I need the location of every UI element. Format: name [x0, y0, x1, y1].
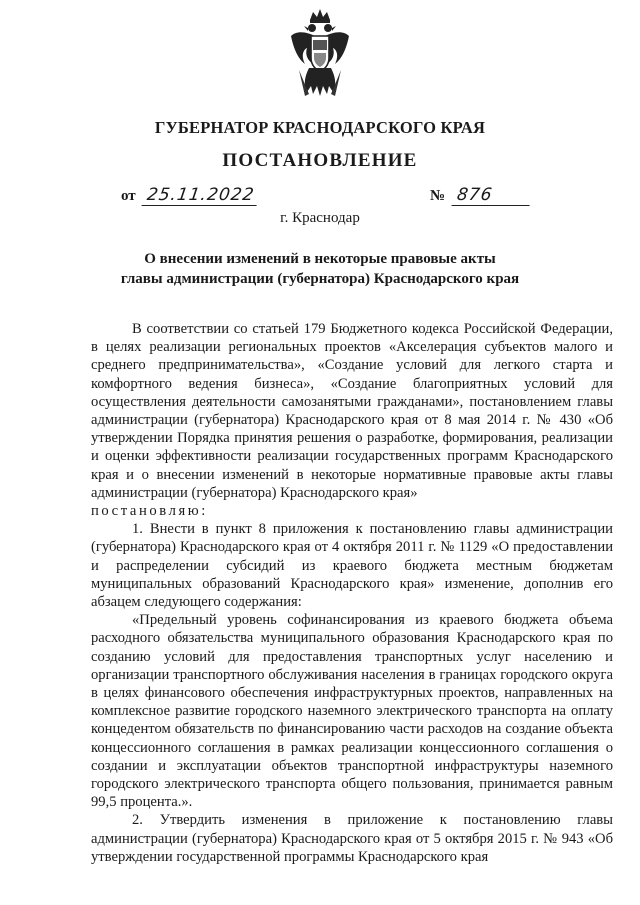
- paragraph-1-text: В соответствии со статьей 179 Бюджетного кодекса Российской Федерации, в целях реализации региональных проектов «Акселерация субъектов малого и среднего предпринимательства», «Создание условий для легкого старта и комфортного ведения бизнеса», «Создание благоприятных условий для осуществления деятельности самозанятыми гражданами», постановлением главы администрации (губернатора) Краснодарского края от 8 мая 2014 г. № 430 «Об утверждении Порядка принятия решения о разработке, формирования, реализации и оценки эффективности реализации государственных программ Краснодарского края и о внесении изменений в некоторые нормативные правовые акты главы администрации (губернатора) Краснодарского края»: [91, 321, 613, 501]
- paragraph-2: 1. Внести в пункт 8 приложения к постановлению главы администрации (губернатора) Краснодарского края от 4 октября 2011 г. № 1129 «О предоставлении и распределении субсидий из краевого бюджета местным бюджетам муниципальных образований Краснодарского края» изменение, дополнив его абзацем следующего содержания:: [91, 521, 613, 611]
- document-body: [91, 320, 613, 866]
- date-prefix: от: [121, 188, 136, 204]
- date-line: [121, 185, 259, 206]
- subject-line-2: главы администрации (губернатора) Краснодарского края: [120, 271, 520, 287]
- paragraph-3: «Предельный уровень софинансирования из краевого бюджета объема расходного обязательства муниципального образования Краснодарского края по созданию условий для предоставления транспортных услуг населению и организации транспортного обслуживания населения в границах городского округа в целях финансового обеспечения инфраструктурных проектов, направленных на комплексное развитие городского наземного электрического транспорта на оплату концедентом обязательств по финансированию части расходов на создание объекта концессионного соглашения в рамках реализации концессионного соглашения о создании и эксплуатации объектов транспортной инфраструктуры наземного городского электрического транспорта общего пользования, принимается равным 99,5 процента.».: [91, 612, 613, 811]
- handwritten-date: 25.11.2022: [142, 185, 260, 206]
- authority-title: ГУБЕРНАТОР КРАСНОДАРСКОГО КРАЯ: [154, 118, 486, 137]
- city-label: г. Краснодар: [280, 210, 360, 226]
- handwritten-number: 876: [451, 185, 532, 206]
- paragraph-4: 2. Утвердить изменения в приложение к постановлению главы администрации (губернатора) Краснодарского края от 5 октября 2015 г. № 943 «Об утверждении государственной программы Краснодарского края: [91, 812, 613, 865]
- number-prefix: №: [430, 188, 446, 204]
- document-subject: [100, 249, 540, 289]
- subject-line-1: О внесении изменений в некоторые правовые акты: [144, 251, 496, 267]
- paragraph-1: [91, 320, 613, 520]
- document-type-heading: ПОСТАНОВЛЕНИЕ: [222, 150, 418, 171]
- number-line: [430, 185, 531, 206]
- coat-of-arms-icon: [285, 6, 355, 106]
- resolution-word: постановляю:: [91, 503, 208, 520]
